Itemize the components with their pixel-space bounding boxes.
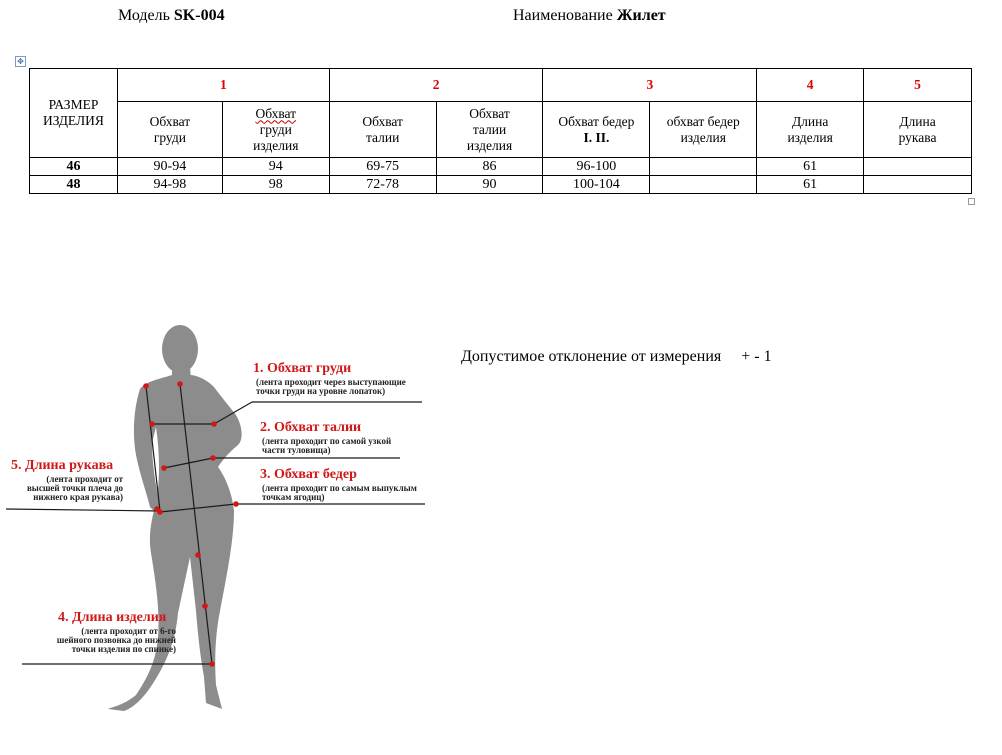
svg-text:точки изделия по спинке): точки изделия по спинке): [71, 644, 176, 654]
svg-text:части туловища): части туловища): [262, 445, 331, 455]
label-chest: [253, 361, 406, 396]
table-cell: 90: [436, 176, 543, 194]
table-cell: [650, 176, 757, 194]
col-header-garment-hips: обхват бедер изделия: [650, 102, 757, 158]
table-cell: 72-78: [329, 176, 436, 194]
size-cell: 46: [30, 158, 118, 176]
table-cell: 94: [222, 158, 329, 176]
svg-text:высшей точки плеча до: высшей точки плеча до: [26, 483, 123, 493]
svg-text:4. Длина изделия: 4. Длина изделия: [58, 610, 167, 625]
col-header-hips: Обхват бедер I. II.: [543, 102, 650, 158]
col-header-waist: Обхват талии: [329, 102, 436, 158]
measurement-figure: [0, 315, 470, 755]
group-number: 1: [117, 69, 329, 102]
group-number: 2: [329, 69, 543, 102]
group-number: 4: [757, 69, 864, 102]
col-header-chest: Обхват груди: [117, 102, 222, 158]
size-cell: 48: [30, 176, 118, 194]
model-header: [118, 7, 225, 25]
name-label: Наименование: [513, 7, 613, 24]
table-row: [30, 176, 972, 194]
table-cell: 69-75: [329, 158, 436, 176]
label-waist: [260, 420, 391, 455]
tolerance-note: Допустимое отклонение от измерения + - 1: [461, 348, 772, 365]
svg-text:(лента проходит от: (лента проходит от: [46, 474, 123, 484]
label-garment-length: [57, 610, 177, 654]
table-cell: 61: [757, 158, 864, 176]
col-header-garment-length: Длина изделия: [757, 102, 864, 158]
table-move-handle-icon[interactable]: ✥: [15, 56, 26, 67]
group-number: 3: [543, 69, 757, 102]
table-row: [30, 158, 972, 176]
svg-text:(лента проходит по самым выпук: (лента проходит по самым выпуклым: [262, 483, 417, 493]
table-cell: 100-104: [543, 176, 650, 194]
svg-text:нижнего края рукава): нижнего края рукава): [33, 492, 123, 502]
model-value: SK-004: [173, 7, 225, 24]
table-cell: 96-100: [543, 158, 650, 176]
svg-text:точки груди на уровне лопаток): точки груди на уровне лопаток): [256, 386, 386, 396]
table-cell: 61: [757, 176, 864, 194]
table-cell: 90-94: [117, 158, 222, 176]
svg-text:точкам ягодиц): точкам ягодиц): [262, 492, 325, 502]
svg-text:(лента проходит по самой узкой: (лента проходит по самой узкой: [262, 436, 392, 446]
col-header-sleeve-length: Длина рукава: [864, 102, 972, 158]
label-sleeve-length: [11, 458, 124, 502]
model-label: Модель: [118, 7, 170, 24]
svg-text:(лента проходит через выступаю: (лента проходит через выступающие: [256, 377, 406, 387]
svg-text:1. Обхват груди: 1. Обхват груди: [253, 361, 352, 376]
name-header: [513, 7, 666, 25]
svg-text:шейного позвонка до нижней: шейного позвонка до нижней: [56, 635, 176, 645]
table-cell: [864, 158, 972, 176]
svg-text:(лента проходит от 6-го: (лента проходит от 6-го: [81, 626, 176, 636]
svg-text:3. Обхват бедер: 3. Обхват бедер: [260, 467, 357, 482]
svg-text:5. Длина рукава: 5. Длина рукава: [11, 458, 114, 473]
size-header: РАЗМЕР ИЗДЕЛИЯ: [30, 69, 118, 158]
col-header-garment-waist: Обхват талии изделия: [436, 102, 543, 158]
table-cell: 94-98: [117, 176, 222, 194]
name-value: Жилет: [616, 7, 666, 24]
col-header-garment-chest: Обхват груди изделия: [222, 102, 329, 158]
table-cell: [864, 176, 972, 194]
svg-text:2. Обхват талии: 2. Обхват талии: [260, 420, 362, 435]
group-number: 5: [864, 69, 972, 102]
table-resize-handle[interactable]: [968, 198, 975, 205]
table-cell: 98: [222, 176, 329, 194]
size-table: [29, 68, 972, 194]
label-hips: [260, 467, 417, 502]
table-cell: 86: [436, 158, 543, 176]
table-cell: [650, 158, 757, 176]
